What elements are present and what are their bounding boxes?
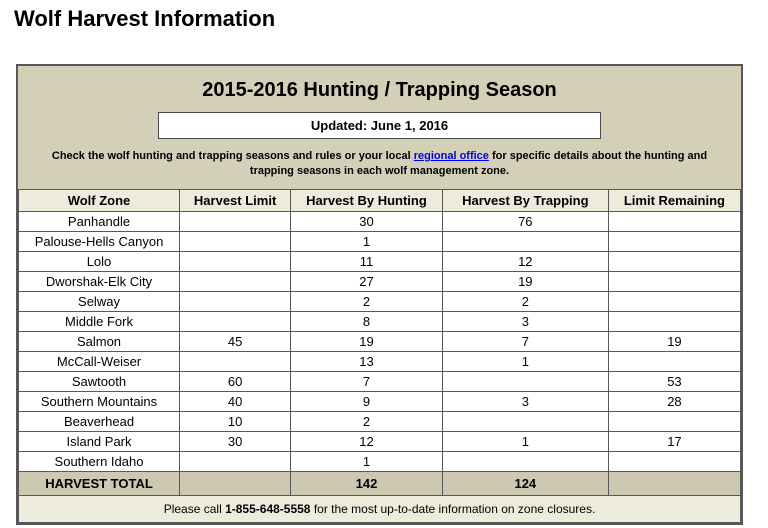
zone-cell: Lolo [19, 251, 180, 271]
harvest-table [18, 189, 741, 523]
table-header-row [19, 189, 741, 211]
notice-text [30, 149, 729, 180]
table-row [19, 391, 741, 411]
value-cell: 53 [608, 371, 740, 391]
value-cell: 9 [291, 391, 443, 411]
header-wolf-zone: Wolf Zone [19, 189, 180, 211]
footer-row [19, 495, 741, 522]
value-cell: 13 [291, 351, 443, 371]
value-cell: 1 [442, 431, 608, 451]
value-cell: 19 [608, 331, 740, 351]
table-row [19, 451, 741, 471]
value-cell [180, 291, 291, 311]
value-cell: 12 [291, 431, 443, 451]
value-cell [442, 231, 608, 251]
value-cell: 3 [442, 391, 608, 411]
table-row [19, 271, 741, 291]
regional-office-link[interactable]: regional office [413, 150, 489, 162]
value-cell: 30 [291, 211, 443, 231]
value-cell: 19 [291, 331, 443, 351]
header-harvest-by-trapping: Harvest By Trapping [442, 189, 608, 211]
value-cell: 27 [291, 271, 443, 291]
notice-before-link: Check the wolf hunting and trapping seasons and rules or your local [51, 150, 414, 162]
value-cell [180, 231, 291, 251]
value-cell: 40 [180, 391, 291, 411]
zone-cell: Island Park [19, 431, 180, 451]
value-cell [180, 351, 291, 371]
zone-cell: Beaverhead [19, 411, 180, 431]
value-cell: 17 [608, 431, 740, 451]
value-cell [180, 251, 291, 271]
value-cell [180, 311, 291, 331]
updated-text: Updated: June 1, 2016 [310, 118, 449, 133]
value-cell [608, 311, 740, 331]
value-cell: 60 [180, 371, 291, 391]
value-cell [608, 411, 740, 431]
page-title: Wolf Harvest Information [14, 6, 276, 31]
zone-cell: Dworshak-Elk City [19, 271, 180, 291]
value-cell [608, 351, 740, 371]
updated-box [158, 112, 601, 139]
value-cell [608, 231, 740, 251]
table-row [19, 431, 741, 451]
table-row [19, 251, 741, 271]
value-cell: 10 [180, 411, 291, 431]
zone-cell: Selway [19, 291, 180, 311]
value-cell: 76 [442, 211, 608, 231]
table-row [19, 311, 741, 331]
value-cell: 3 [442, 311, 608, 331]
value-cell: 2 [442, 291, 608, 311]
value-cell [180, 271, 291, 291]
zone-cell: Sawtooth [19, 371, 180, 391]
zone-cell: Southern Idaho [19, 451, 180, 471]
table-row [19, 331, 741, 351]
value-cell: 8 [291, 311, 443, 331]
value-cell: 1 [291, 231, 443, 251]
footer-note [19, 495, 741, 522]
table-row [19, 351, 741, 371]
season-heading: 2015-2016 Hunting / Trapping Season [202, 79, 557, 101]
footer-after-phone: for the most up-to-date information on zone closures. [310, 501, 596, 516]
header-harvest-by-hunting: Harvest By Hunting [291, 189, 443, 211]
value-cell: 7 [442, 331, 608, 351]
table-row [19, 231, 741, 251]
header-harvest-limit: Harvest Limit [180, 189, 291, 211]
value-cell: 7 [291, 371, 443, 391]
value-cell: 2 [291, 411, 443, 431]
zone-cell: Panhandle [19, 211, 180, 231]
total-label-cell: HARVEST TOTAL [19, 471, 180, 495]
value-cell [442, 451, 608, 471]
value-cell [180, 451, 291, 471]
total-remaining-cell [608, 471, 740, 495]
total-row [19, 471, 741, 495]
value-cell: 28 [608, 391, 740, 411]
value-cell: 1 [291, 451, 443, 471]
total-hunting-cell: 142 [291, 471, 443, 495]
zone-cell: Salmon [19, 331, 180, 351]
table-row [19, 211, 741, 231]
value-cell [442, 371, 608, 391]
value-cell: 45 [180, 331, 291, 351]
season-panel [16, 64, 743, 525]
value-cell [180, 211, 291, 231]
value-cell: 1 [442, 351, 608, 371]
value-cell: 2 [291, 291, 443, 311]
header-limit-remaining: Limit Remaining [608, 189, 740, 211]
value-cell: 12 [442, 251, 608, 271]
value-cell [608, 211, 740, 231]
zone-cell: Southern Mountains [19, 391, 180, 411]
zone-cell: McCall-Weiser [19, 351, 180, 371]
value-cell [608, 291, 740, 311]
zone-cell: Middle Fork [19, 311, 180, 331]
table-row [19, 371, 741, 391]
table-row [19, 291, 741, 311]
zone-cell: Palouse-Hells Canyon [19, 231, 180, 251]
value-cell: 19 [442, 271, 608, 291]
total-trapping-cell: 124 [442, 471, 608, 495]
value-cell [442, 411, 608, 431]
footer-phone-number: 1-855-648-5558 [225, 501, 311, 516]
value-cell [608, 271, 740, 291]
total-limit-cell [180, 471, 291, 495]
notice-after-link: for specific details about the hunting and trapping seasons in each wolf management zone. [249, 150, 708, 178]
footer-before-phone: Please call [163, 501, 226, 516]
value-cell: 11 [291, 251, 443, 271]
table-row [19, 411, 741, 431]
value-cell: 30 [180, 431, 291, 451]
value-cell [608, 251, 740, 271]
value-cell [608, 451, 740, 471]
